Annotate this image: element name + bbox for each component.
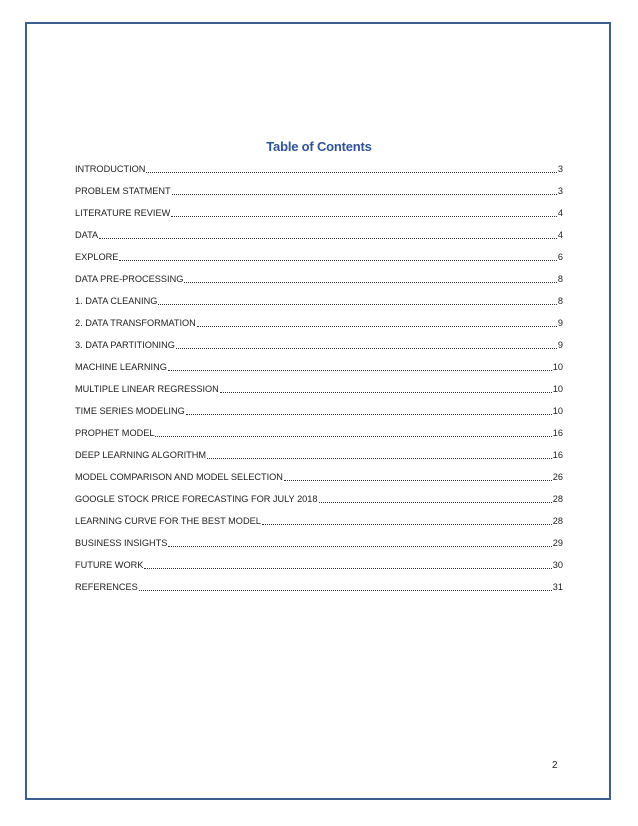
- toc-title: Table of Contents: [266, 139, 372, 154]
- toc-entry-label: EXPLORE: [75, 252, 119, 262]
- toc-entry-page-number: 9: [557, 318, 563, 328]
- toc-entry-label: FUTURE WORK: [75, 560, 144, 570]
- toc-dot-leader: [184, 282, 556, 283]
- toc-dot-leader: [144, 568, 551, 569]
- toc-entry-page-number: 16: [552, 450, 563, 460]
- toc-entry[interactable]: [75, 334, 563, 356]
- toc-dot-leader: [168, 370, 552, 371]
- toc-dot-leader: [172, 194, 557, 195]
- toc-entry-label: LITERATURE REVIEW: [75, 208, 171, 218]
- toc-dot-leader: [186, 414, 552, 415]
- toc-entry-label: MACHINE LEARNING: [75, 362, 167, 372]
- toc-entry-page-number: 10: [552, 362, 563, 372]
- toc-entry-page-number: 9: [557, 340, 563, 350]
- toc-entry-page-number: 31: [552, 582, 563, 592]
- toc-entry-page-number: 8: [557, 274, 563, 284]
- toc-entry[interactable]: [75, 158, 563, 180]
- toc-entry-label: MULTIPLE LINEAR REGRESSION: [75, 384, 219, 394]
- toc-entry-label: LEARNING CURVE FOR THE BEST MODEL: [75, 516, 261, 526]
- toc-entry-page-number: 4: [557, 230, 563, 240]
- toc-dot-leader: [284, 480, 552, 481]
- toc-dot-leader: [220, 392, 552, 393]
- toc-entry[interactable]: [75, 180, 563, 202]
- toc-entry[interactable]: [75, 400, 563, 422]
- toc-entry[interactable]: [75, 356, 563, 378]
- toc-entry-label: PROPHET MODEL: [75, 428, 155, 438]
- page-number: 2: [552, 760, 558, 771]
- toc-entry-page-number: 3: [557, 164, 563, 174]
- toc-entry-page-number: 26: [552, 472, 563, 482]
- toc-entry-label: GOOGLE STOCK PRICE FORECASTING FOR JULY 2018: [75, 494, 318, 504]
- toc-entry[interactable]: [75, 510, 563, 532]
- toc-list: [75, 158, 563, 598]
- toc-entry-page-number: 28: [552, 516, 563, 526]
- toc-entry[interactable]: [75, 378, 563, 400]
- toc-entry-page-number: 8: [557, 296, 563, 306]
- toc-entry[interactable]: [75, 312, 563, 334]
- toc-dot-leader: [171, 216, 557, 217]
- toc-entry-page-number: 28: [552, 494, 563, 504]
- toc-entry-label: 1. DATA CLEANING: [75, 296, 158, 306]
- toc-entry-page-number: 3: [557, 186, 563, 196]
- toc-entry[interactable]: [75, 246, 563, 268]
- toc-dot-leader: [262, 524, 552, 525]
- toc-entry-label: PROBLEM STATMENT: [75, 186, 171, 196]
- toc-entry-page-number: 29: [552, 538, 563, 548]
- toc-entry-label: DATA PRE-PROCESSING: [75, 274, 184, 284]
- toc-dot-leader: [119, 260, 556, 261]
- toc-entry[interactable]: [75, 576, 563, 598]
- toc-entry-page-number: 16: [552, 428, 563, 438]
- toc-dot-leader: [176, 348, 557, 349]
- toc-dot-leader: [139, 590, 552, 591]
- toc-entry-label: MODEL COMPARISON AND MODEL SELECTION: [75, 472, 283, 482]
- toc-dot-leader: [155, 436, 551, 437]
- toc-entry[interactable]: [75, 268, 563, 290]
- toc-dot-leader: [158, 304, 557, 305]
- toc-dot-leader: [99, 238, 557, 239]
- toc-entry-label: INTRODUCTION: [75, 164, 146, 174]
- toc-entry[interactable]: [75, 488, 563, 510]
- toc-entry-page-number: 30: [552, 560, 563, 570]
- toc-entry-page-number: 10: [552, 384, 563, 394]
- toc-entry-page-number: 4: [557, 208, 563, 218]
- toc-entry-label: DEEP LEARNING ALGORITHM: [75, 450, 207, 460]
- toc-dot-leader: [146, 172, 556, 173]
- toc-entry[interactable]: [75, 444, 563, 466]
- toc-entry-label: 2. DATA TRANSFORMATION: [75, 318, 196, 328]
- toc-dot-leader: [319, 502, 552, 503]
- toc-entry-label: REFERENCES: [75, 582, 138, 592]
- toc-entry[interactable]: [75, 554, 563, 576]
- toc-entry[interactable]: [75, 532, 563, 554]
- toc-entry-label: BUSINESS INSIGHTS: [75, 538, 168, 548]
- toc-entry-label: TIME SERIES MODELING: [75, 406, 185, 416]
- toc-dot-leader: [207, 458, 552, 459]
- toc-entry-label: DATA: [75, 230, 99, 240]
- toc-dot-leader: [168, 546, 551, 547]
- toc-entry[interactable]: [75, 290, 563, 312]
- toc-dot-leader: [197, 326, 557, 327]
- toc-entry-label: 3. DATA PARTITIONING: [75, 340, 175, 350]
- toc-entry[interactable]: [75, 202, 563, 224]
- toc-entry-page-number: 10: [552, 406, 563, 416]
- toc-entry[interactable]: [75, 466, 563, 488]
- toc-entry-page-number: 6: [557, 252, 563, 262]
- toc-entry[interactable]: [75, 422, 563, 444]
- toc-entry[interactable]: [75, 224, 563, 246]
